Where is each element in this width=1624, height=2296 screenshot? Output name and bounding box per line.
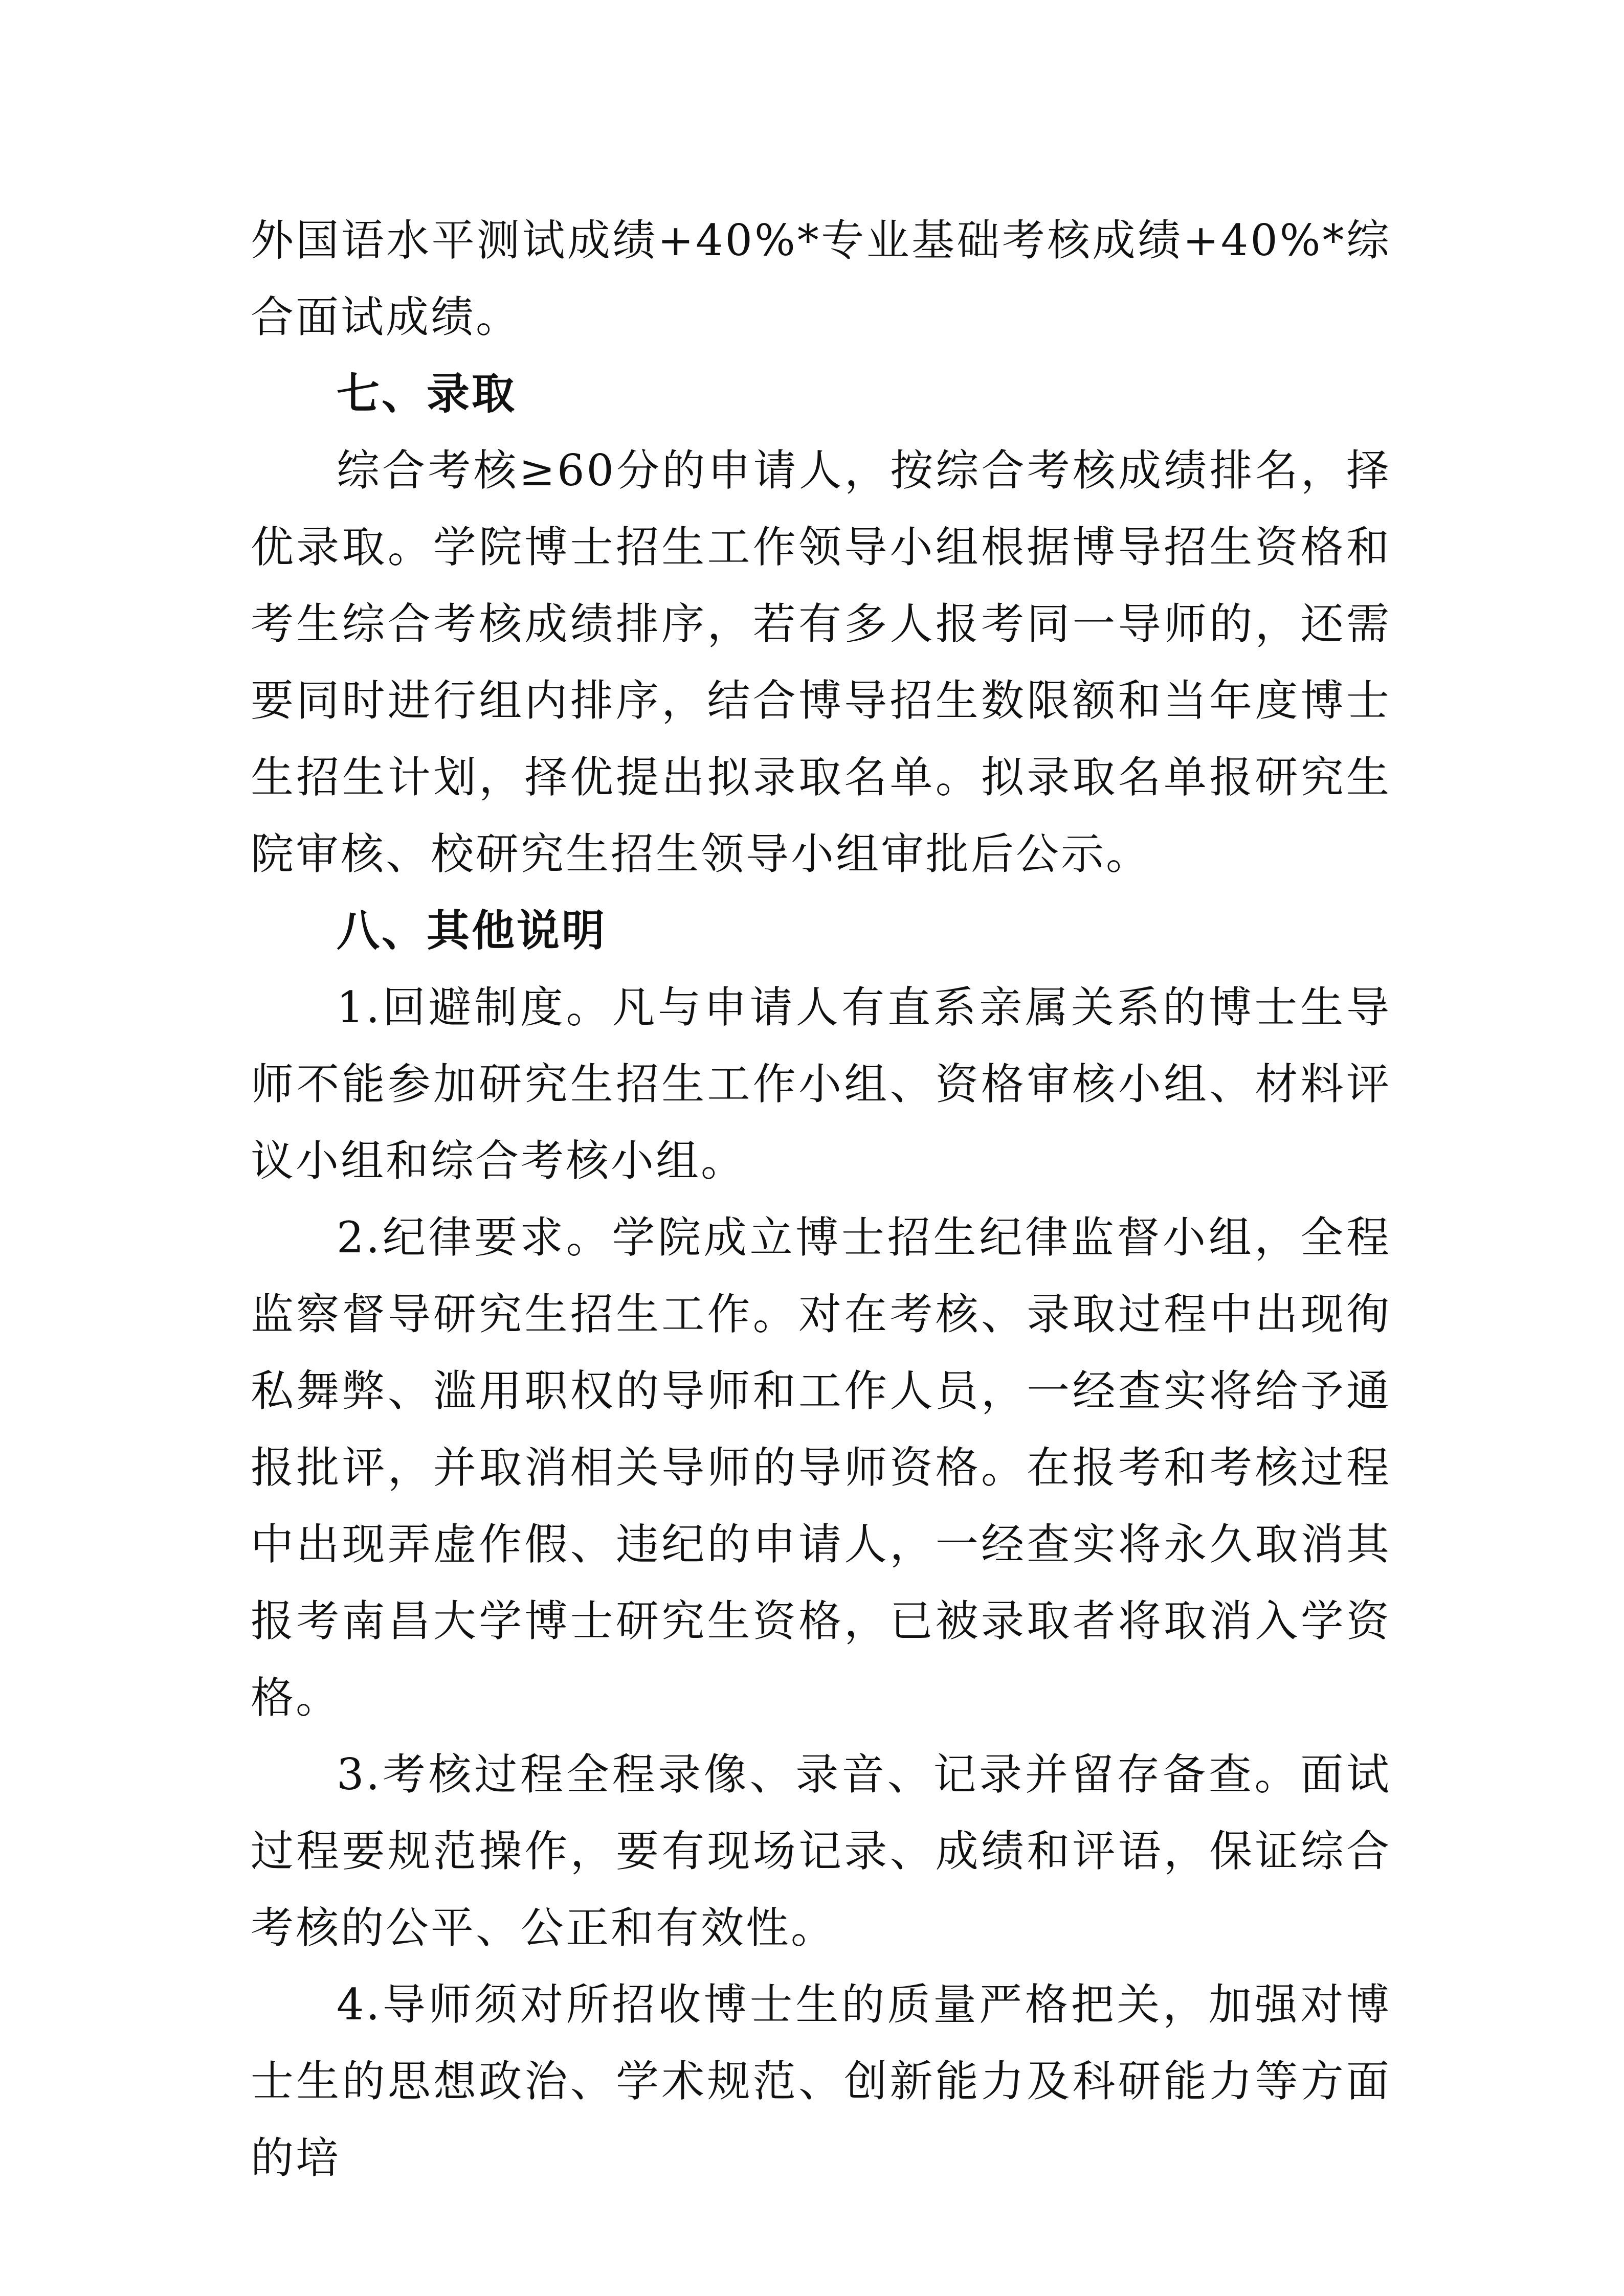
- admission-paragraph: 综合考核≥60分的申请人，按综合考核成绩排名，择优录取。学院博士招生工作领导小组根据博导招生资格和考生综合考核成绩排序，若有多人报考同一导师的，还需要同时进行组内排序，结合博导招生数限额和当年度博士生招生计划，择优提出拟录取名单。拟录取名单报研究生院审核、校研究生招生领导小组审批后公示。: [251, 445, 1391, 879]
- document-body: [251, 202, 1391, 2196]
- note-item-supervisor-quality: 4.导师须对所招收博士生的质量严格把关，加强对博士生的思想政治、学术规范、创新能力及科研能力等方面的培: [251, 1979, 1391, 2183]
- note-item-avoidance: 1.回避制度。凡与申请人有直系亲属关系的博士生导师不能参加研究生招生工作小组、资格审核小组、材料评议小组和综合考核小组。: [251, 982, 1391, 1186]
- note-item-discipline: 2.纪律要求。学院成立博士招生纪律监督小组，全程监察督导研究生招生工作。对在考核、录取过程中出现徇私舞弊、滥用职权的导师和工作人员，一经查实将给予通报批评，并取消相关导师的导师资格。在报考和考核过程中出现弄虚作假、违纪的申请人，一经查实将永久取消其报考南昌大学博士研究生资格，已被录取者将取消入学资格。: [251, 1212, 1391, 1723]
- section-heading-other-notes: 八、其他说明: [337, 906, 607, 956]
- note-item-recording: 3.考核过程全程录像、录音、记录并留存备查。面试过程要规范操作，要有现场记录、成绩和评语，保证综合考核的公平、公正和有效性。: [251, 1749, 1391, 1953]
- continued-paragraph: 外国语水平测试成绩+40%*专业基础考核成绩+40%*综合面试成绩。: [251, 215, 1391, 342]
- section-heading-admission: 七、录取: [337, 369, 517, 419]
